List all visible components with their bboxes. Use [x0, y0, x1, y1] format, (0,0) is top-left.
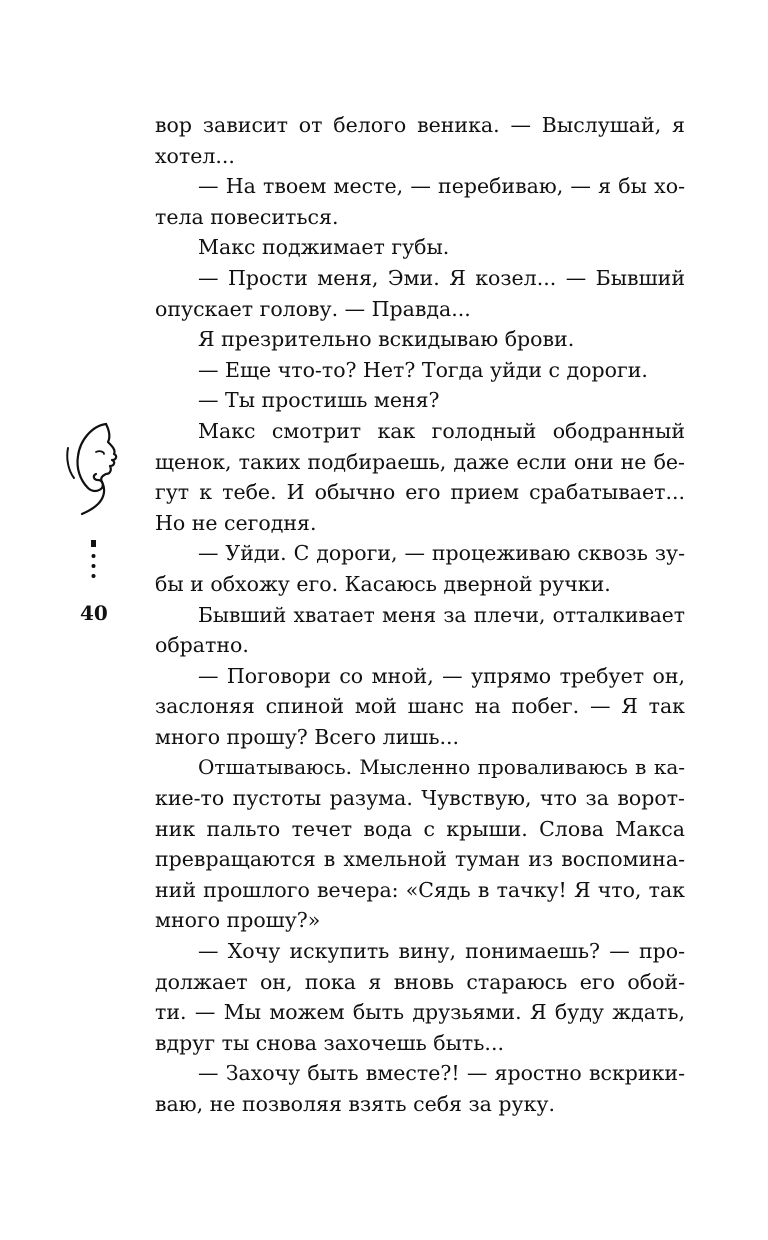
text-line: — Прости меня, Эми. Я козел... — Бывший: [198, 265, 685, 290]
text-line: хотел...: [155, 143, 235, 168]
text-line: опускает голову. — Правда...: [155, 296, 471, 321]
text-line: — Ты простишь меня?: [198, 388, 440, 413]
text-line: вдруг ты снова захочешь быть...: [155, 1030, 504, 1055]
text-line: ник пальто течет вода с крыши. Слова Макса: [155, 816, 685, 841]
text-line: Но не сегодня.: [155, 510, 317, 535]
text-line: много прошу?»: [155, 908, 321, 933]
text-line: щенок, таких подбираешь, даже если они не бе-: [155, 449, 685, 474]
text-line: ваю, не позволяя взять себя за руку.: [155, 1092, 556, 1116]
text-line: ти. — Мы можем быть друзьями. Я буду ждать,: [155, 1000, 685, 1025]
text-line: — На твоем месте, — перебиваю, — я бы хо-: [198, 174, 685, 199]
text-line: ний прошлого вечера: «Сядь в тачку! Я что, так: [155, 877, 685, 902]
text-line: Макс смотрит как голодный ободранный: [198, 418, 685, 443]
text-line: — Поговори со мной, — упрямо требует он,: [198, 663, 685, 688]
text-line: Отшатываюсь. Мысленно проваливаюсь в ка-: [198, 755, 685, 780]
text-line: тела повеситься.: [155, 204, 339, 229]
text-line: должает он, пока я вновь стараюсь его обой-: [155, 969, 685, 994]
text-line: бы и обхожу его. Касаюсь дверной ручки.: [155, 571, 611, 596]
text-line: — Уйди. С дороги, — процеживаю сквозь зу-: [198, 541, 685, 566]
text-line: Бывший хватает меня за плечи, отталкивает: [198, 602, 685, 627]
text-line: — Еще что-то? Нет? Тогда уйди с дороги.: [198, 357, 648, 382]
text-line: обратно.: [155, 633, 249, 658]
vertical-dots-icon: [87, 538, 101, 582]
text-line: Макс поджимает губы.: [198, 235, 450, 260]
text-line: много прошу? Всего лишь...: [155, 724, 460, 749]
text-line: гут к тебе. И обычно его прием срабатывает...: [155, 480, 685, 505]
text-line: кие-то пустоты разума. Чувствую, что за ворот-: [155, 786, 685, 811]
page-number: 40: [80, 601, 108, 625]
text-line: превращаются в хмельной туман из воспомина-: [155, 847, 685, 872]
text-line: — Хочу искупить вину, понимаешь? — про-: [198, 939, 685, 964]
text-line: Я презрительно вскидываю брови.: [198, 327, 575, 352]
body-text: [155, 110, 685, 1120]
text-line: вор зависит от белого веника. — Выслушай, я: [155, 113, 685, 137]
text-line: — Захочу быть вместе?! — яростно вскрики-: [198, 1061, 685, 1086]
face-profile-icon: [62, 418, 132, 518]
text-line: заслоняя спиной мой шанс на побег. — Я так: [155, 694, 685, 719]
